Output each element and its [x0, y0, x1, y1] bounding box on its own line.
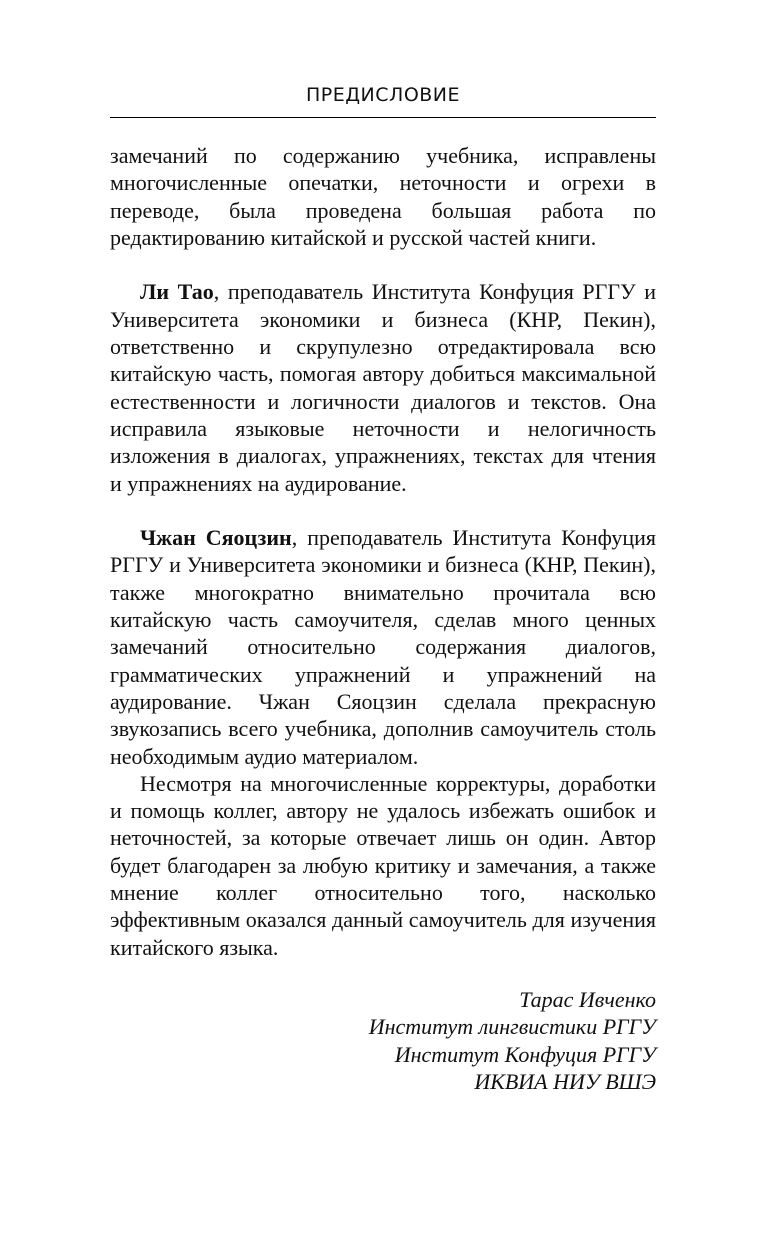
header-rule: [110, 117, 656, 118]
person-name: Чжан Сяоцзин: [140, 525, 292, 551]
paragraph-text: замечаний по содержанию учебника, исправлены многочисленные опечатки, неточности и огрехи в переводе, была проведена большая работа по редактированию китайской и русской частей книги.: [110, 143, 656, 250]
signature-affiliation: Институт Конфуция РГГУ: [394, 1041, 656, 1067]
signature-affiliation: Институт лингвистики РГГУ: [368, 1014, 656, 1040]
person-name: Ли Тао: [140, 279, 214, 305]
signature-affiliation: ИКВИА НИУ ВШЭ: [474, 1068, 656, 1094]
paragraph-text: Несмотря на многочисленные корректуры, доработки и помощь коллег, автору не удалось избежать ошибок и неточностей, за которые отвечает лишь он один. Автор будет благодарен за любую критику и замечания, а также мнение коллег относительно того, насколько эффективным оказался данный самоучитель для изучения китайского языка.: [110, 770, 656, 960]
signature-author: Тарас Ивченко: [519, 987, 656, 1012]
paragraph-continuation: [110, 142, 656, 251]
signature-block: [369, 986, 656, 1095]
paragraph-text: , преподаватель Института Конфуция РГГУ и Университета экономики и бизнеса (КНР, Пекин), ответственно и скрупулезно отредактировала всю китайскую часть, помогая автору добиться максимальной естественности и логичности диалогов и текстов. Она исправила языковые неточности и нелогичность изложения в диалогах, упражнениях, текстах для чтения и упражнениях на аудирование.: [110, 279, 656, 496]
paragraph-closing: [110, 770, 656, 961]
paragraph-zhang-xiaojing: [110, 524, 656, 770]
running-header: ПРЕДИСЛОВИЕ: [305, 84, 461, 106]
paragraph-text: , преподаватель Института Конфуция РГГУ и Университета экономики и бизнеса (КНР, Пекин), также многократно внимательно прочитала всю китайскую часть самоучителя, сделав много ценных замечаний относительно содержания диалогов, грамматических упражнений и упражнений на аудирование. Чжан Сяоцзин сделала прекрасную звукозапись всего учебника, дополнив самоучитель столь необходимым аудио материалом.: [110, 525, 656, 769]
page-body: [110, 142, 656, 961]
paragraph-li-tao: [110, 278, 656, 496]
